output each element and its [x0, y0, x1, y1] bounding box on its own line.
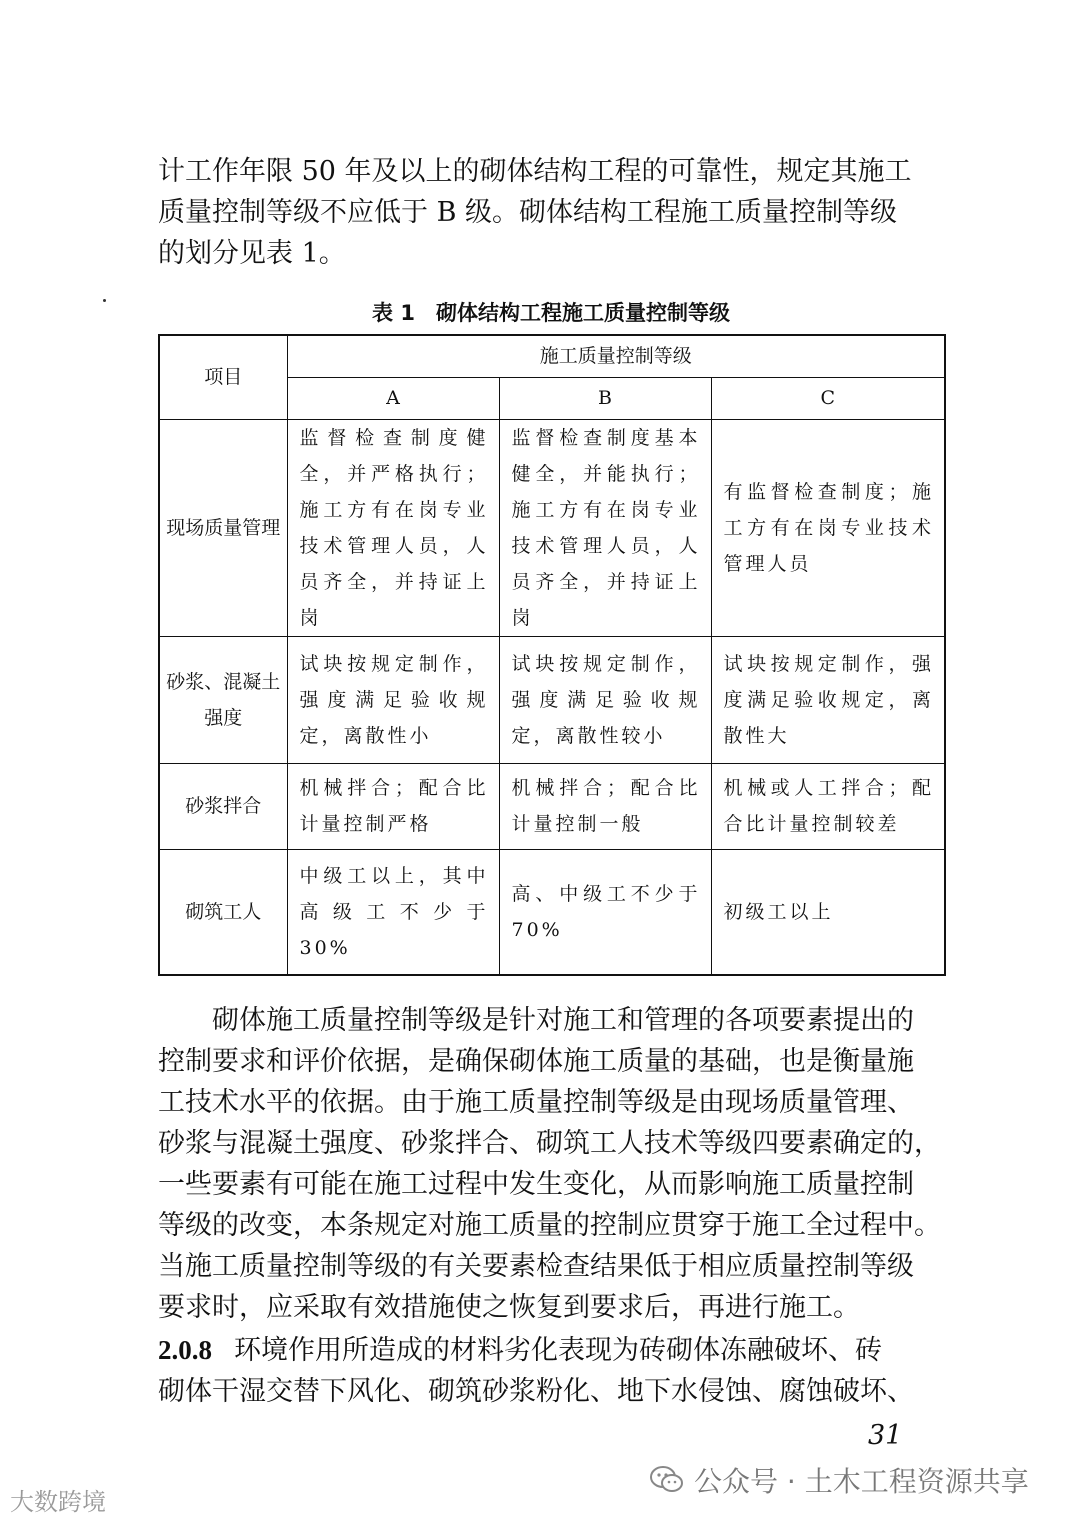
page-number: 31: [868, 1420, 903, 1451]
table-cell: 试块按规定制作，强度满足验收规定，离散性大: [711, 636, 945, 763]
row-label: 砂浆拌合: [159, 763, 287, 849]
table-cell: 初级工以上: [711, 849, 945, 975]
header-item: 项目: [159, 335, 287, 419]
table-cell: 监督检查制度基本健全，并能执行；施工方有在岗专业技术管理人员，人员齐全，并持证上岗: [499, 419, 711, 636]
text-line: 环境作用所造成的材料劣化表现为砖砌体冻融破坏、砖: [234, 1335, 882, 1366]
table-cell: 机械或人工拌合；配合比计量控制较差: [711, 763, 945, 849]
section-2-0-8: [158, 1330, 944, 1412]
watermark-account: [650, 1460, 1029, 1500]
row-label: 现场质量管理: [159, 419, 287, 636]
header-grade-a: A: [287, 377, 499, 419]
text-line: 的划分见表 1。: [158, 238, 346, 269]
text-line: 计工作年限 50 年及以上的砌体结构工程的可靠性，规定其施工: [158, 156, 912, 187]
section-number: 2.0.8: [158, 1335, 212, 1365]
text-line: 砂浆与混凝土强度、砂浆拌合、砌筑工人技术等级四要素确定的，: [158, 1128, 941, 1159]
table-cell: 中级工以上，其中高级工不少于 30%: [287, 849, 499, 975]
text-line: 质量控制等级不应低于 B 级。砌体结构工程施工质量控制等级: [158, 197, 898, 228]
header-grade-group: 施工质量控制等级: [287, 335, 945, 377]
table-cell: 机械拌合；配合比计量控制一般: [499, 763, 711, 849]
scan-speck: [103, 299, 106, 302]
header-grade-c: C: [711, 377, 945, 419]
quality-control-table: [158, 334, 946, 976]
watermark-left-text: 大数跨境: [10, 1488, 106, 1516]
text-line: 当施工质量控制等级的有关要素检查结果低于相应质量控制等级: [158, 1251, 914, 1282]
text-line: 控制要求和评价依据，是确保砌体施工质量的基础，也是衡量施: [158, 1046, 914, 1077]
table-cell: 机械拌合；配合比计量控制严格: [287, 763, 499, 849]
watermark-left: [10, 1482, 106, 1517]
table-cell: 监督检查制度健全，并严格执行；施工方有在岗专业技术管理人员，人员齐全，并持证上岗: [287, 419, 499, 636]
text-line: 砌体施工质量控制等级是针对施工和管理的各项要素提出的: [212, 1005, 914, 1036]
text-line: 要求时，应采取有效措施使之恢复到要求后，再进行施工。: [158, 1292, 860, 1323]
text-line: 等级的改变，本条规定对施工质量的控制应贯穿于施工全过程中。: [158, 1210, 941, 1241]
header-grade-b: B: [499, 377, 711, 419]
text-line: 砌体干湿交替下风化、砌筑砂浆粉化、地下水侵蚀、腐蚀破坏、: [158, 1376, 914, 1407]
row-label: 砌筑工人: [159, 849, 287, 975]
paragraph-explanation: [158, 1000, 944, 1328]
row-label: 砂浆、混凝土强度: [159, 636, 287, 763]
watermark-text: 公众号 · 土木工程资源共享: [694, 1465, 1029, 1498]
table-title: 表 1 砌体结构工程施工质量控制等级: [372, 301, 730, 325]
table-cell: 试块按规定制作，强度满足验收规定，离散性小: [287, 636, 499, 763]
text-line: 一些要素有可能在施工过程中发生变化，从而影响施工质量控制: [158, 1169, 914, 1200]
wechat-icon: [650, 1465, 684, 1495]
table-cell: 试块按规定制作，强度满足验收规定，离散性较小: [499, 636, 711, 763]
text-line: 工技术水平的依据。由于施工质量控制等级是由现场质量管理、: [158, 1087, 914, 1118]
table-cell: 有监督检查制度；施工方有在岗专业技术管理人员: [711, 419, 945, 636]
paragraph-intro: [158, 151, 944, 274]
table-cell: 高、中级工不少于 70%: [499, 849, 711, 975]
